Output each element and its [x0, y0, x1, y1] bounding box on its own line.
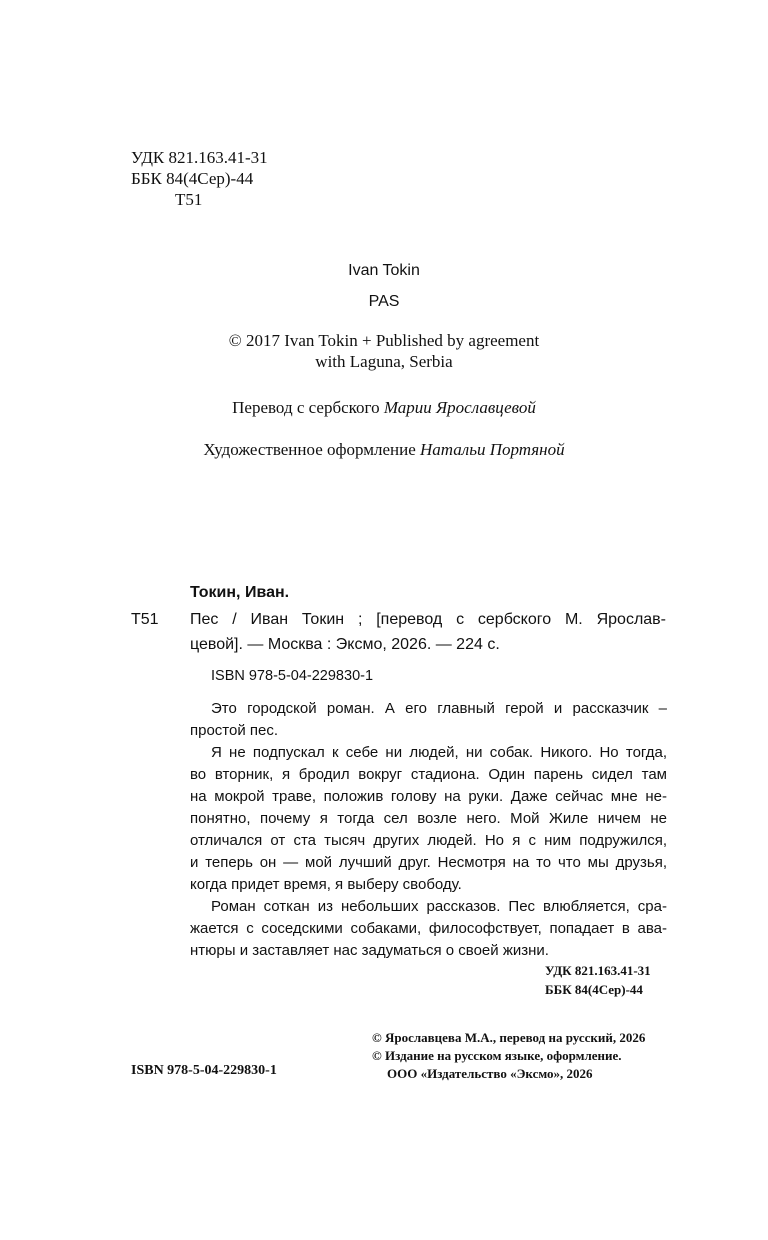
- original-author: Ivan Tokin: [348, 262, 420, 279]
- footer-isbn: ISBN 978-5-04-229830-1: [131, 1063, 277, 1078]
- annotation-line: Это городской роман. А его главный герой и рассказчик –: [211, 700, 667, 717]
- annotation-line: нтюры и заставляет нас задуматься о своей жизни.: [190, 942, 549, 959]
- annotation-line: Я не подпускал к себе ни людей, ни собак. Никого. Но тогда,: [211, 744, 667, 761]
- catalog-isbn: ISBN 978-5-04-229830-1: [211, 668, 374, 684]
- annotation-line: жается с соседскими собаками, философствует, попадает в ава-: [190, 920, 667, 937]
- annotation-line: отличался от ста тысяч других людей. Но я с ним подружился,: [190, 832, 667, 849]
- annotation-line: во вторник, я бродил вокруг стадиона. Один парень сидел там: [190, 766, 667, 783]
- annotation-line: простой пес.: [190, 722, 279, 739]
- copyright-edition-line1: © Издание на русском языке, оформление.: [372, 1048, 622, 1063]
- footer-bbk: ББК 84(4Сер)-44: [545, 982, 643, 997]
- catalog-entry-line1: Пес / Иван Токин ; [перевод с сербского М. Ярослав-: [190, 611, 666, 628]
- designer-name: Натальи Портяной: [420, 440, 565, 459]
- design-prefix: Художественное оформление: [203, 440, 421, 459]
- annotation-line: когда придет время, я выберу свободу.: [190, 876, 462, 893]
- annotation-line: и теперь он — мой лучший друг. Несмотря на то что мы друзья,: [190, 854, 667, 871]
- copyright-translation: © Ярославцева М.А., перевод на русский, 2026: [372, 1030, 646, 1045]
- author-sign-code: Т51: [175, 190, 203, 209]
- annotation-line: понятно, почему я тогда сел возле него. Мой Жиле ничем не: [190, 810, 667, 827]
- footer-udk: УДК 821.163.41-31: [545, 963, 651, 978]
- design-credit: [0, 439, 768, 460]
- translator-name: Марии Ярославцевой: [383, 398, 536, 417]
- bbk-code: ББК 84(4Сер)-44: [131, 169, 254, 188]
- copyright-original-line2: with Laguna, Serbia: [315, 352, 453, 371]
- copyright-edition-line2: ООО «Издательство «Эксмо», 2026: [387, 1066, 593, 1081]
- udk-code: УДК 821.163.41-31: [131, 148, 268, 167]
- catalog-code: Т51: [131, 611, 159, 628]
- annotation-line: Роман соткан из небольших рассказов. Пес влюбляется, сра-: [211, 898, 667, 915]
- copyright-original-line1: © 2017 Ivan Tokin + Published by agreement: [228, 331, 540, 350]
- catalog-entry-line2: цевой]. — Москва : Эксмо, 2026. — 224 с.: [190, 636, 500, 653]
- translation-credit: [0, 397, 768, 418]
- annotation-line: на мокрой траве, положив голову на руки. Даже сейчас мне не-: [190, 788, 667, 805]
- catalog-author-heading: Токин, Иван.: [190, 584, 290, 601]
- translation-prefix: Перевод с сербского: [232, 398, 384, 417]
- annotation: [190, 698, 667, 968]
- original-title: PAS: [368, 293, 400, 310]
